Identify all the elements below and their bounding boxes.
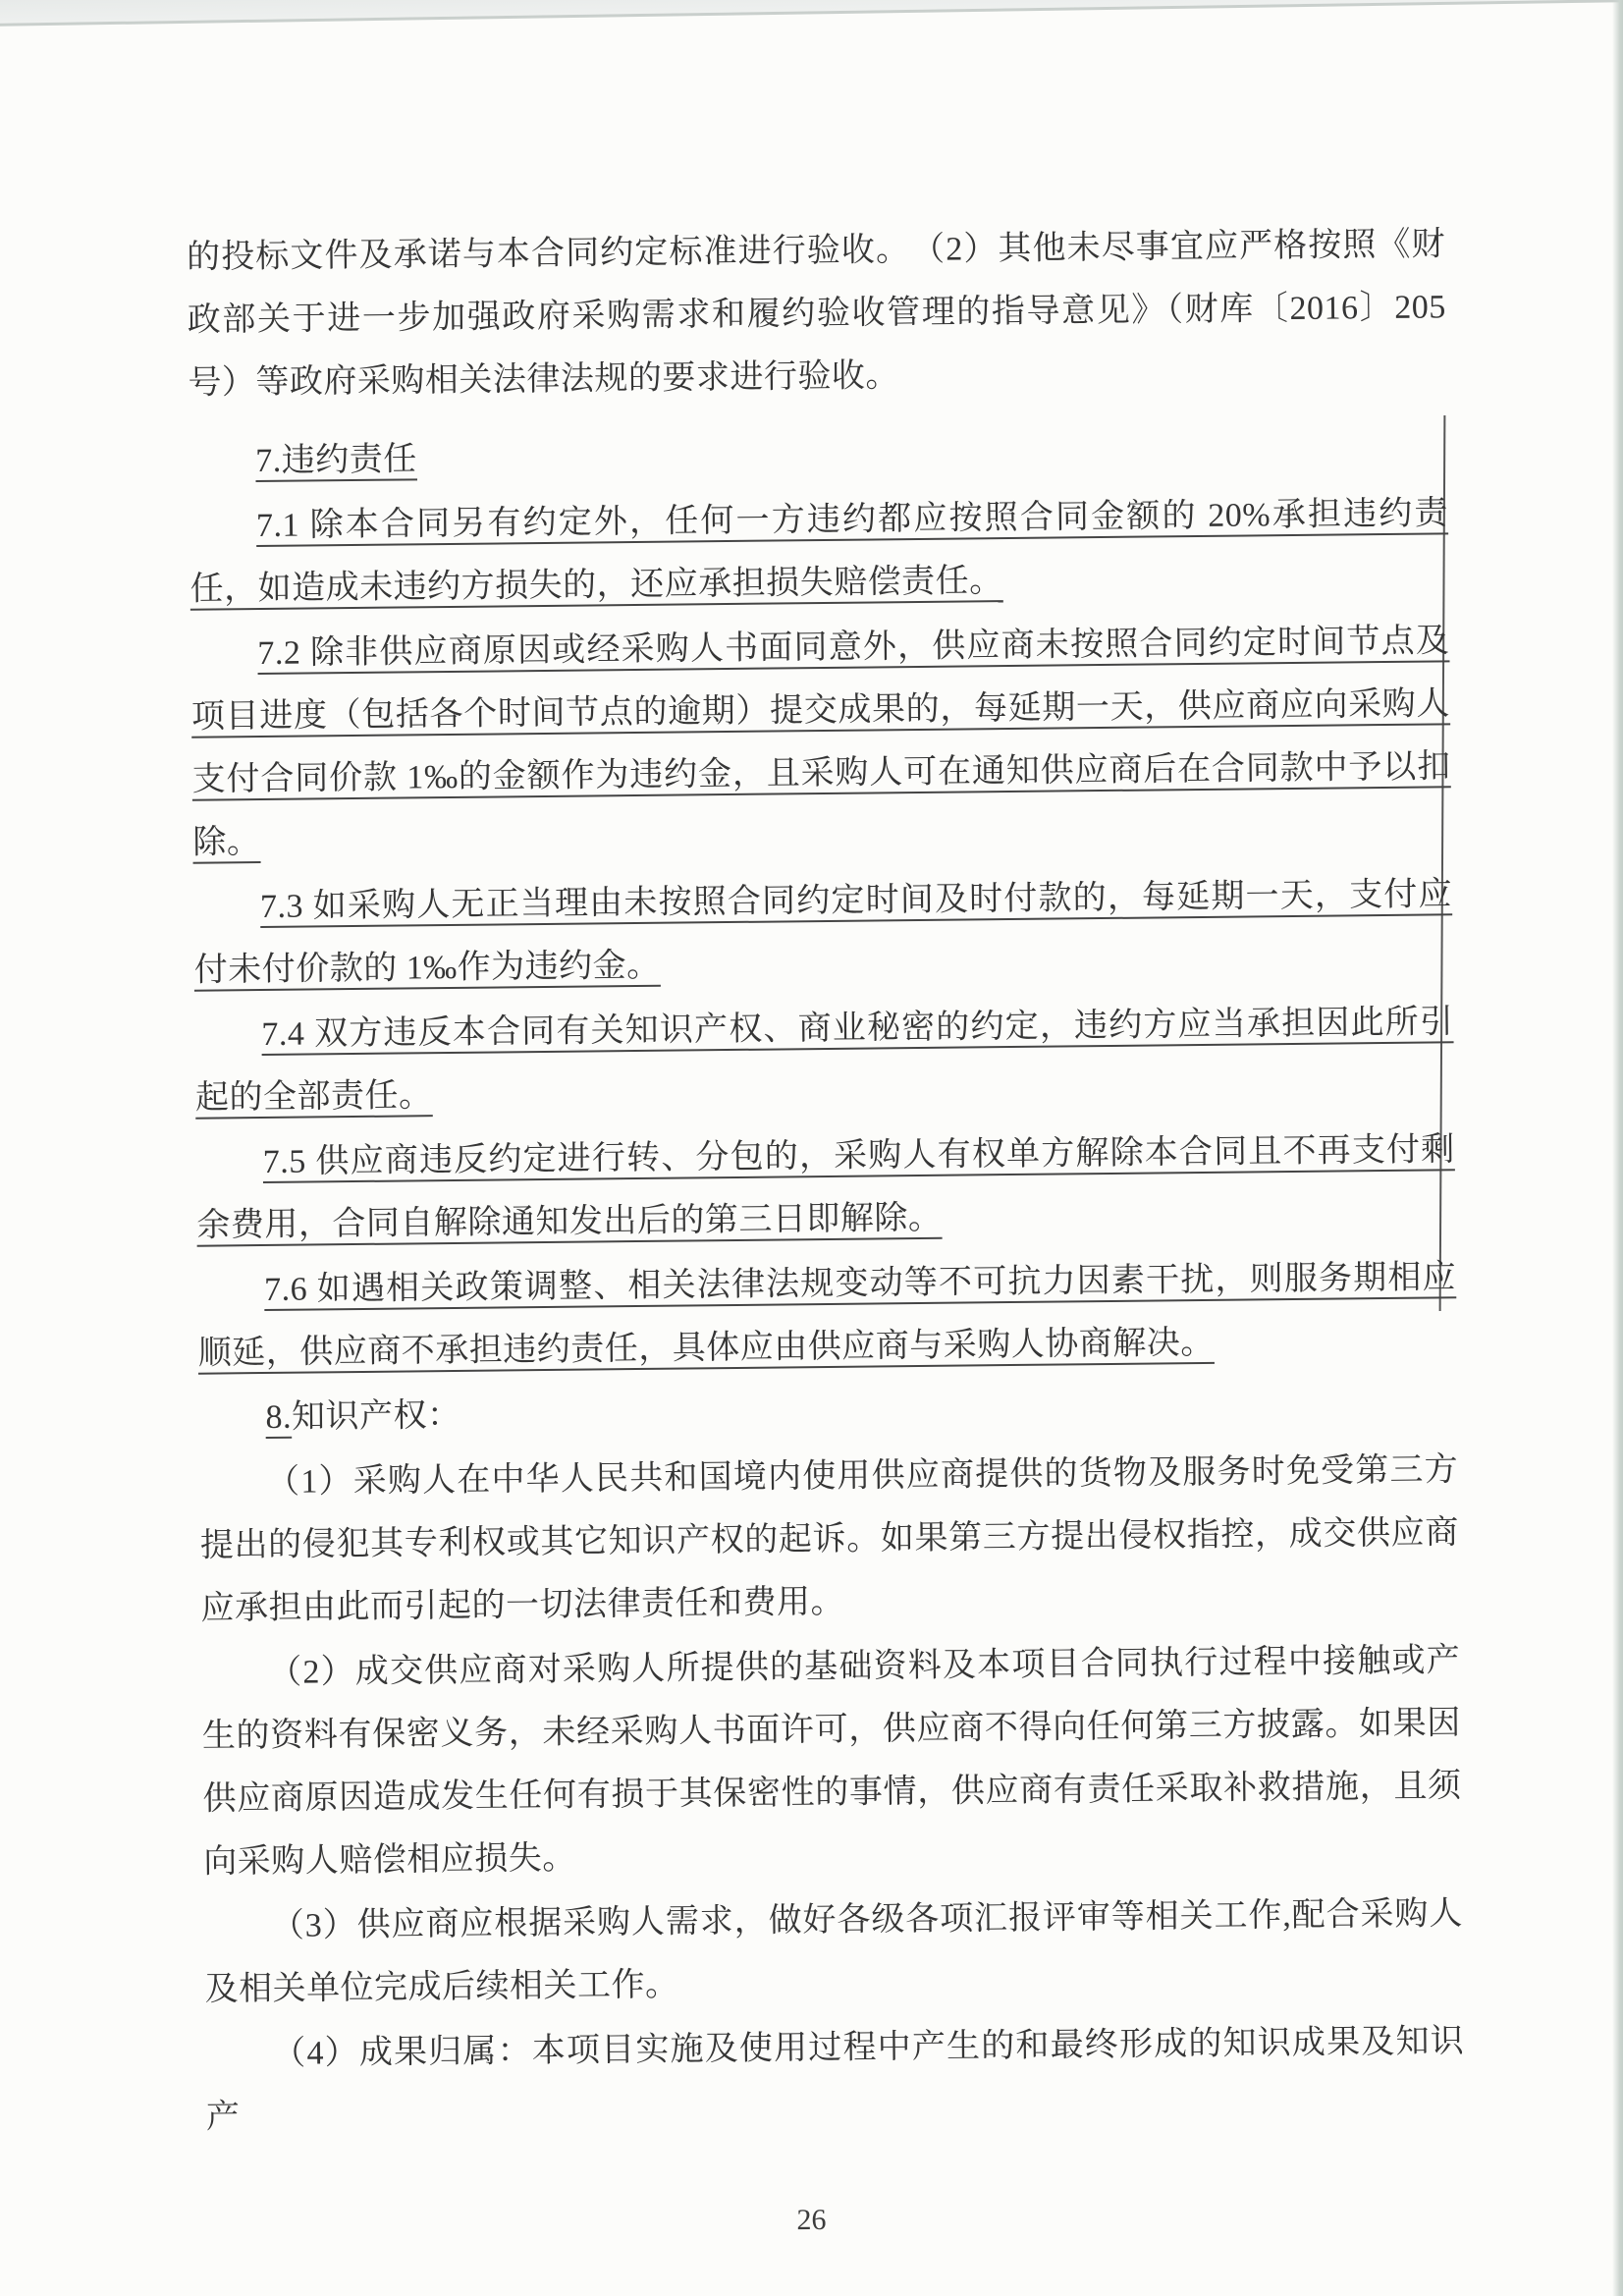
paragraph: 7.3 如采购人无正当理由未按照合同约定时间及时付款的，每延期一天，支付应付未付价款的 1‰作为违约金。: [193, 876, 1453, 989]
paragraph: 7.违约责任: [255, 441, 417, 480]
paragraph: [198, 1374, 1458, 1449]
scan-edge-top: [0, 0, 1623, 27]
clause-number: 8.: [265, 1398, 293, 1436]
paragraph: 7.6 如遇相关政策调整、相关法律法规变动等不可抗力因素干扰，则服务期相应顺延，供应商不承担违约责任，具体应由供应商与采购人协商解决。: [197, 1259, 1457, 1372]
paragraph: 7.5 供应商违反约定进行转、分包的，采购人有权单方解除本合同且不再支付剩余费用，合同自解除通知发出后的第三日即解除。: [196, 1131, 1455, 1244]
paragraph: （4）成果归属：本项目实施及使用过程中产生的和最终形成的知识成果及知识产: [205, 2023, 1465, 2136]
paragraph: 7.2 除非供应商原因或经采购人书面同意外，供应商未按照合同约定时间节点及项目进度（包括各个时间节点的逾期）提交成果的，每延期一天，供应商应向采购人支付合同价款 1‰的金额作为违约金，且采购人可在通知供应商后在合同款中予以扣除。: [190, 623, 1451, 861]
contract-text-body: [187, 213, 1465, 2149]
paragraph: （3）供应商应根据采购人需求，做好各级各项汇报评审等相关工作,配合采购人及相关单位完成后续相关工作。: [204, 1895, 1464, 2008]
paragraph: 7.1 除本合同另有约定外，任何一方违约都应按照合同金额的 20%承担违约责任，如造成未违约方损失的，还应承担损失赔偿责任。: [189, 495, 1449, 608]
scan-edge-right: [1612, 0, 1623, 2296]
paragraph: （1）采购人在中华人民共和国境内使用供应商提供的货物及服务时免受第三方提出的侵犯其专利权或其它知识产权的起诉。如果第三方提出侵权指控，成交供应商应承担由此而引起的一切法律责任和费用。: [199, 1451, 1459, 1627]
page-number: 26: [796, 2203, 827, 2237]
clause-text: 知识产权：: [291, 1396, 461, 1436]
paragraph: （2）成交供应商对采购人所提供的基础资料及本项目合同执行过程中接触或产生的资料有保密义务，未经采购人书面许可，供应商不得向任何第三方披露。如果因供应商原因造成发生任何有损于其保密性的事情，供应商有责任采取补救措施，且须向采购人赔偿相应损失。: [201, 1642, 1462, 1881]
paragraph: 7.4 双方违反本合同有关知识产权、商业秘密的约定，违约方应当承担因此所引起的全部责任。: [194, 1004, 1454, 1117]
paragraph: 的投标文件及承诺与本合同约定标准进行验收。 （2）其他未尽事宜应严格按照《财政部关于进一步加强政府采购需求和履约验收管理的指导意见》（财库〔2016〕205 号）等政府采购相关法律法规的要求进行验收。: [186, 226, 1446, 402]
